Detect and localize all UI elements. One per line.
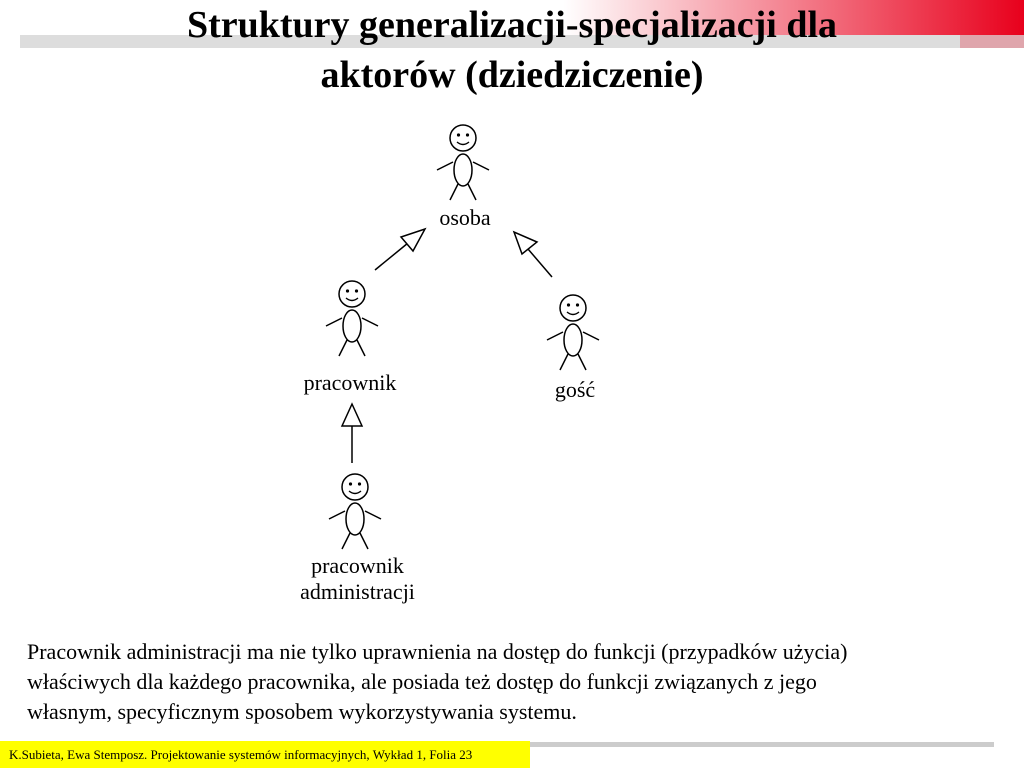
actor-pracownik-administracji-figure — [329, 474, 381, 549]
actor-pracownik-administracji-label-line2: administracji — [300, 579, 415, 604]
actor-gosc-label: gość — [554, 377, 596, 402]
actor-pracownik-label: pracownik — [303, 370, 397, 395]
generalization-pracownik-osoba — [375, 229, 425, 270]
actor-osoba-figure — [437, 125, 489, 200]
description-line2: właściwych dla każdego pracownika, ale posiada też dostęp do funkcji związanych z jego — [27, 669, 817, 694]
actor-osoba-label: osoba — [439, 205, 491, 230]
description-line3: własnym, specyficznym sposobem wykorzystywania systemu. — [27, 699, 577, 724]
actor-pracownik-administracji-label — [280, 553, 435, 605]
generalization-gosc-osoba — [514, 232, 552, 277]
footer-rule — [530, 742, 994, 747]
actor-pracownik-administracji-label-line1: pracownik — [311, 553, 404, 578]
actor-pracownik-figure — [326, 281, 378, 356]
actor-gosc-figure — [547, 295, 599, 370]
generalization-pracownik-administracji-pracownik — [342, 404, 362, 463]
description-line1: Pracownik administracji ma nie tylko uprawnienia na dostęp do funkcji (przypadków użycia) — [27, 639, 848, 664]
slide-title — [0, 0, 1024, 100]
description-text — [27, 637, 1007, 727]
slide-title-line1: Struktury generalizacji-specjalizacji dla — [186, 4, 838, 46]
slide-title-line2: aktorów (dziedziczenie) — [320, 54, 704, 96]
footer-citation: K.Subieta, Ewa Stemposz. Projektowanie systemów informacyjnych, Wykład 1, Folia 23 — [9, 747, 473, 762]
actor-generalization-diagram — [0, 110, 1024, 620]
